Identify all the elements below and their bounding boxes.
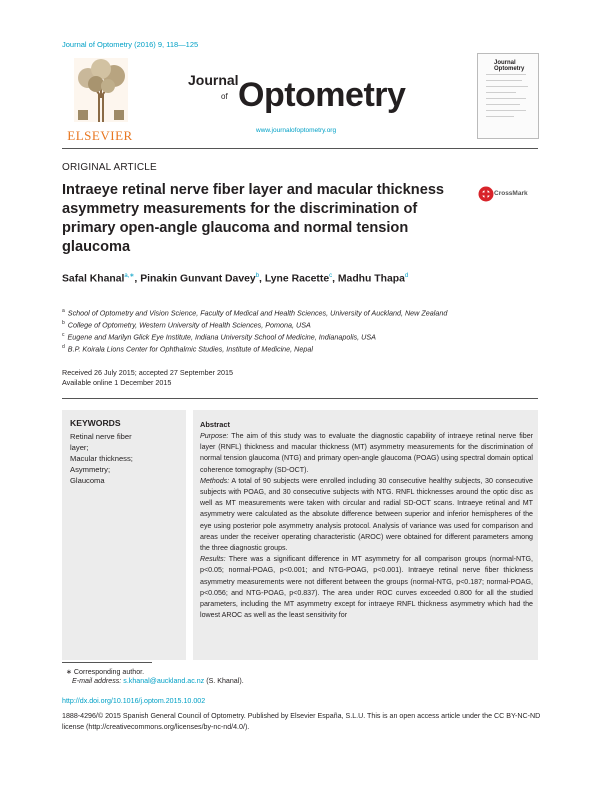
author-name: Madhu Thapa xyxy=(337,273,405,285)
affiliation xyxy=(62,332,376,341)
author-list: Safal Khanal$^{a,∗}$, Pinakin Gunvant Davey$^b$, Lyne Racette$^c$, Madhu Thapa$^d$ xyxy=(62,273,409,285)
keyword-line: Retinal nerve fiber xyxy=(70,432,132,441)
journal-word-journal: Journal xyxy=(188,72,239,88)
affiliation-sup: c xyxy=(62,332,65,338)
abstract-body xyxy=(200,431,533,621)
affiliation-text: College of Optometry, Western University of Health Sciences, Pomona, USA xyxy=(67,320,311,330)
crossmark-icon[interactable] xyxy=(478,186,494,204)
corresponding-note: ∗ Corresponding author. xyxy=(66,668,145,676)
results-label: Results: xyxy=(200,555,226,564)
purpose-label: Purpose: xyxy=(200,432,229,440)
affiliation-sup: d xyxy=(62,344,65,350)
affiliation-text: B.P. Koirala Lions Center for Ophthalmic Studies, Institute of Medicine, Nepal xyxy=(67,344,313,354)
abstract-heading: Abstract xyxy=(200,420,230,429)
footnote-rule xyxy=(62,662,152,663)
keyword-line: Glaucoma xyxy=(70,476,105,485)
author-sup[interactable]: c xyxy=(329,273,333,279)
author-name: Lyne Racette xyxy=(264,273,330,285)
methods-text: A total of 90 subjects were enrolled including 30 consecutive healthy subjects, 30 consecutive subjects with POAG, and 30 consecutive subjects with NTG. RNFL thicknesses around the optic disc as well as MT measurements were taken with circular and radial SD-OCT scans. Intraeye retinal and MT asymmetry were calculated as the absolute difference between superior and inferior hemispheres of the eye using posterior pole asymmetry analysis protocol. Analysis of variance was used for comparison and areas under the receiver operating characteristic (AROC) were obtained for different parameters among the three diagnostic groups. xyxy=(200,476,533,553)
journal-url-link[interactable]: www.journalofoptometry.org xyxy=(256,127,337,134)
abstract-results xyxy=(200,554,533,621)
online-date: Available online 1 December 2015 xyxy=(62,378,172,387)
email-suffix: (S. Khanal). xyxy=(206,677,244,685)
email-note xyxy=(72,677,244,685)
results-text: There was a significant difference in MT asymmetry for all comparison groups (normal-NTG, p<0.05; normal-POAG, p<0.001; and NTG-POAG, p<0.001). Intraeye retinal nerve fiber thickness asymmetry measurements were not different between the groups (normal-NTG, p<0.187; normal-POAG, p<0.056; and NTG-POAG, p<0.837). The area under ROC curves exceeded 0.800 for all the studied parameters, including the MT asymmetry except for intraeye RNFL thickness asymmetry which had the lowest AROC as well as the least sensitivity for xyxy=(200,555,533,620)
license-text: 1888-4296/© 2015 Spanish General Council of Optometry. Published by Elsevier España, S.L.U. This is an open access article under the CC BY-NC-ND license (http://creativecommons.org/licenses/by-nc-nd/4.0/). xyxy=(62,712,541,731)
doi-link[interactable]: http://dx.doi.org/10.1016/j.optom.2015.10.002 xyxy=(62,697,206,705)
affiliation-sup: a xyxy=(62,308,65,314)
affiliation xyxy=(62,344,313,353)
email-link[interactable]: s.khanal@auckland.ac.nz xyxy=(123,677,205,685)
author-sup[interactable]: d xyxy=(404,273,409,279)
purpose-text: The aim of this study was to evaluate the diagnostic capability of intraeye retinal nerve fiber layer (RNFL) thickness and macular thickness (MT) asymmetry measurements for the discrimination of normal tension glaucoma (NTG) and primary open-angle glaucoma (POAG) using spectral domain optical coherence tomography (SD-OCT). xyxy=(200,432,533,474)
cover-title: Journal Optometry xyxy=(494,60,525,72)
journal-cover-thumbnail xyxy=(477,53,539,139)
journal-word-of: of xyxy=(221,92,228,101)
affiliation xyxy=(62,320,311,329)
abstract-methods xyxy=(200,476,533,554)
running-head: Journal of Optometry (2016) 9, 118—125 xyxy=(62,40,199,49)
journal-word-optometry: Optometry xyxy=(238,76,406,114)
content-rule xyxy=(62,398,538,399)
author-name: Pinakin Gunvant Davey xyxy=(140,273,256,285)
keywords-heading: KEYWORDS xyxy=(70,418,121,428)
affiliation-text: School of Optometry and Vision Science, Faculty of Medical and Health Sciences, University of Auckland, New Zealand xyxy=(67,308,448,318)
author-sup[interactable]: a,∗ xyxy=(124,273,135,279)
keyword-line: layer; xyxy=(70,443,89,452)
keyword-line: Macular thickness; xyxy=(70,454,133,463)
author-name: Safal Khanal xyxy=(62,273,125,285)
email-label: E-mail address: xyxy=(72,677,122,685)
abstract-purpose xyxy=(200,431,533,476)
section-label: ORIGINAL ARTICLE xyxy=(62,162,157,173)
author-sup[interactable]: b xyxy=(255,273,260,279)
keyword-line: Asymmetry; xyxy=(70,465,111,474)
affiliation-text: Eugene and Marilyn Glick Eye Institute, Indiana University School of Medicine, Indianapolis, USA xyxy=(67,332,376,342)
received-date: Received 26 July 2015; accepted 27 September 2015 xyxy=(62,368,234,377)
affiliation-sup: b xyxy=(62,320,65,326)
journal-logo xyxy=(188,72,406,114)
crossmark-label[interactable]: CrossMark xyxy=(494,190,528,197)
affiliation xyxy=(62,308,447,317)
methods-label: Methods: xyxy=(200,476,230,485)
elsevier-tree-logo xyxy=(74,58,128,122)
elsevier-wordmark: ELSEVIER xyxy=(67,128,133,143)
article-title: Intraeye retinal nerve fiber layer and macular thickness asymmetry measurements for the discrimination of primary open-angle glaucoma and normal tension glaucoma xyxy=(62,182,445,255)
header-rule xyxy=(62,148,538,149)
